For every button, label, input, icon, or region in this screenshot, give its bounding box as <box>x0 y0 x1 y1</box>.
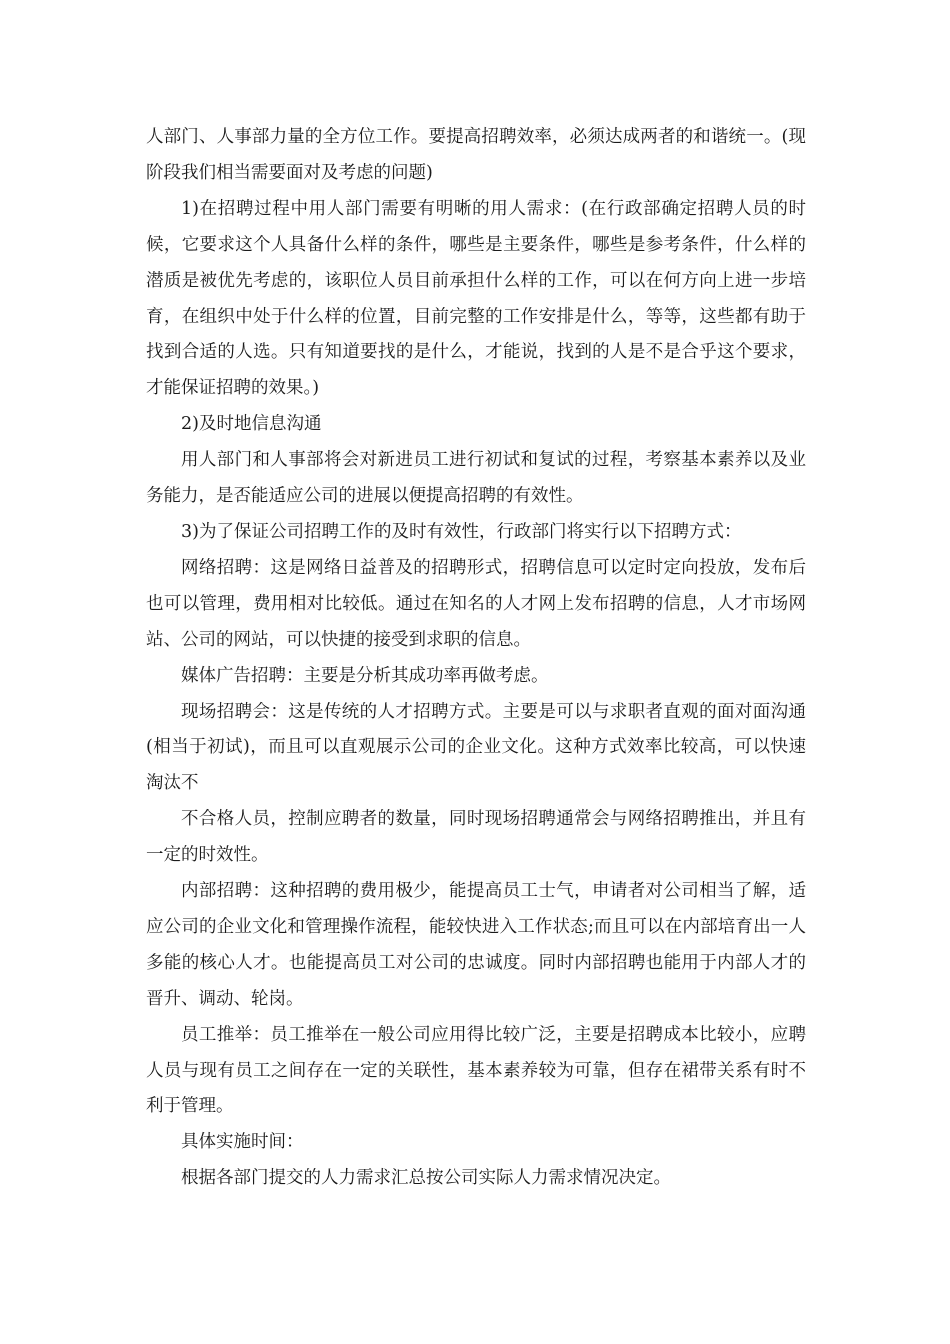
paragraph-clear-demand: 1)在招聘过程中用人部门需要有明晰的用人需求：(在行政部确定招聘人员的时候，它要求这个人具备什么样的条件，哪些是主要条件，哪些是参考条件，什么样的潜质是被优先考虑的，该职位人员目前承担什么样的工作，可以在何方向上进一步培育，在组织中处于什么样的位置，目前完整的工作安排是什么，等等，这些都有助于找到合适的人选。只有知道要找的是什么，才能说，找到的人是不是合乎这个要求，才能保证招聘的效果。) <box>146 198 806 399</box>
paragraph-schedule-detail: 根据各部门提交的人力需求汇总按公司实际人力需求情况决定。 <box>181 1168 671 1189</box>
paragraph-schedule-heading: 具体实施时间： <box>181 1132 304 1153</box>
paragraph-intro: 人部门、人事部力量的全方位工作。要提高招聘效率，必须达成两者的和谐统一。(现阶段我们相当需要面对及考虑的问题) <box>146 127 806 183</box>
paragraph-recruitment-methods: 3)为了保证公司招聘工作的及时有效性，行政部门将实行以下招聘方式： <box>181 521 742 542</box>
paragraph-heading-communication: 2)及时地信息沟通 <box>181 414 322 435</box>
paragraph-media-recruitment: 媒体广告招聘：主要是分析其成功率再做考虑。 <box>181 665 549 686</box>
paragraph-online-recruitment: 网络招聘：这是网络日益普及的招聘形式，招聘信息可以定时定向投放，发布后也可以管理，费用相对比较低。通过在知名的人才网上发布招聘的信息，人才市场网站、公司的网站，可以快捷的接受到求职的信息。 <box>146 557 806 650</box>
paragraph-job-fair-continued: 不合格人员，控制应聘者的数量，同时现场招聘通常会与网络招聘推出，并且有一定的时效性。 <box>146 809 806 866</box>
paragraph-internal-recruitment: 内部招聘：这种招聘的费用极少，能提高员工士气，申请者对公司相当了解，适应公司的企业文化和管理操作流程，能较快进入工作状态;而且可以在内部培育出一人多能的核心人才。也能提高员工对公司的忠诚度。同时内部招聘也能用于内部人才的晋升、调动、轮岗。 <box>146 881 806 1009</box>
paragraph-job-fair: 现场招聘会：这是传统的人才招聘方式。主要是可以与求职者直观的面对面沟通(相当于初试)，而且可以直观展示公司的企业文化。这种方式效率比较高，可以快速淘汰不 <box>146 701 806 794</box>
document-page <box>146 120 806 1197</box>
paragraph-interview-process: 用人部门和人事部将会对新进员工进行初试和复试的过程，考察基本素养以及业务能力，是否能适应公司的进展以便提高招聘的有效性。 <box>146 450 806 507</box>
paragraph-employee-referral: 员工推举：员工推举在一般公司应用得比较广泛，主要是招聘成本比较小，应聘人员与现有员工之间存在一定的关联性，基本素养较为可靠，但存在裙带关系有时不利于管理。 <box>146 1024 806 1117</box>
